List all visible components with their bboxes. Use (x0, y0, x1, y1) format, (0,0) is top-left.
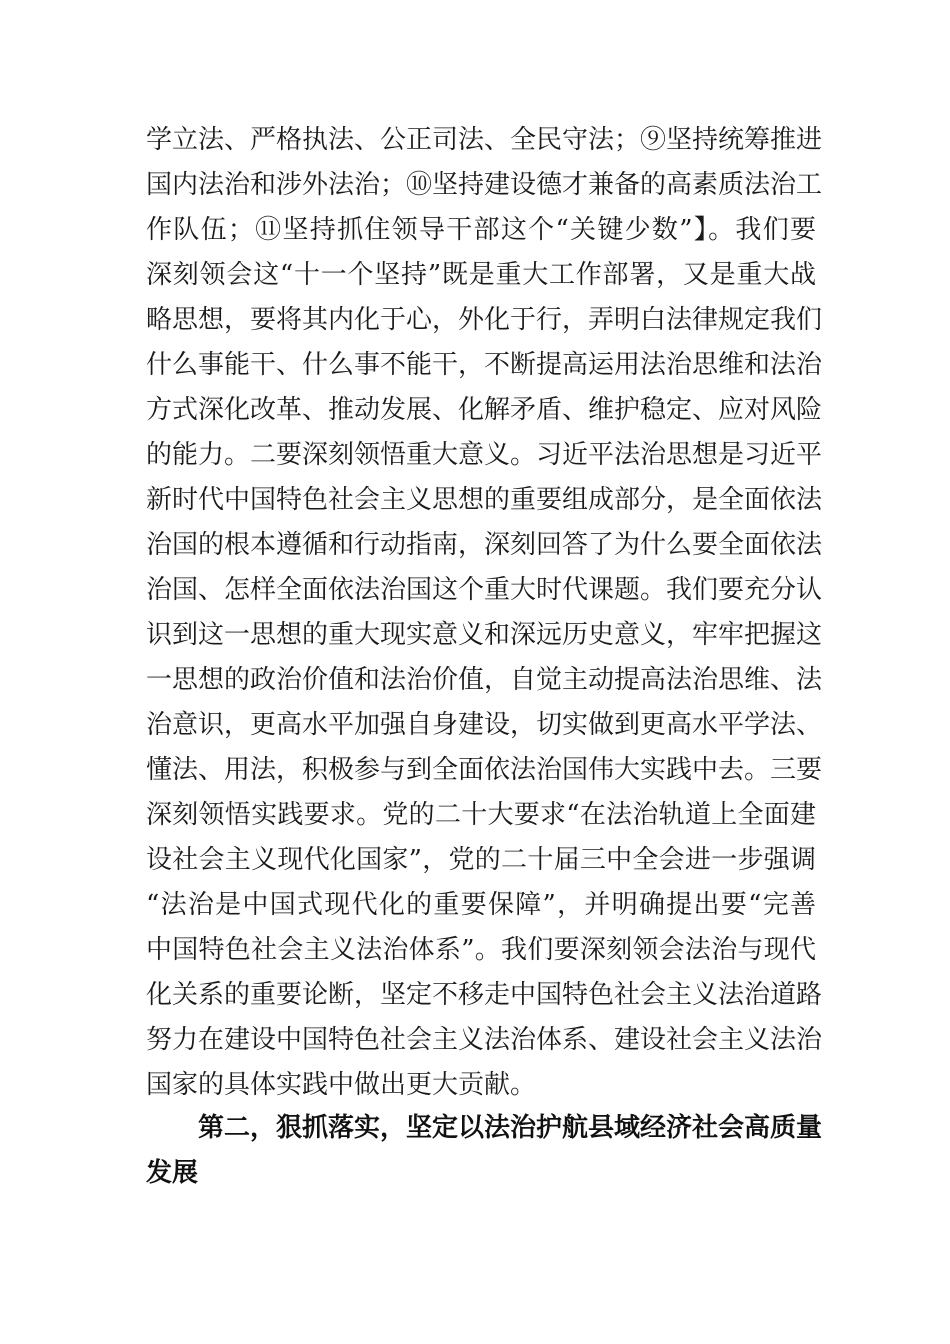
paragraph-line: 国内法治和涉外法治；⑩坚持建设德才兼备的高素质法治工 (146, 170, 823, 200)
paragraph-line: 作队伍；⑪坚持抓住领导干部这个“关键少数”】。我们要 (146, 215, 816, 245)
paragraph-line: 懂法、用法，积极参与到全面依法治国伟大实践中去。三要 (146, 755, 823, 785)
paragraph-line: 治国、怎样全面依法治国这个重大时代课题。我们要充分认 (146, 575, 823, 605)
paragraph-line: “法治是中国式现代化的重要保障”，并明确提出要“完善 (146, 890, 816, 920)
paragraph-line: 设社会主义现代化国家”，党的二十届三中全会进一步强调 (146, 845, 816, 875)
section-heading (146, 1106, 823, 1196)
paragraph-line: 识到这一思想的重大现实意义和深远历史意义，牢牢把握这 (146, 620, 823, 650)
paragraph-line: 一思想的政治价值和法治价值，自觉主动提高法治思维、法 (146, 665, 823, 695)
paragraph-line: 的能力。二要深刻领悟重大意义。习近平法治思想是习近平 (146, 440, 823, 470)
paragraph-line: 深刻领悟实践要求。党的二十大要求“在法治轨道上全面建 (146, 800, 816, 830)
paragraph-line: 中国特色社会主义法治体系”。我们要深刻领会法治与现代 (146, 935, 816, 965)
paragraph-line: 新时代中国特色社会主义思想的重要组成部分，是全面依法 (146, 485, 823, 515)
body-paragraph (146, 118, 823, 1108)
paragraph-line: 略思想，要将其内化于心，外化于行，弄明白法律规定我们 (146, 305, 823, 335)
paragraph-line: 努力在建设中国特色社会主义法治体系、建设社会主义法治 (146, 1025, 823, 1055)
section-heading-line: 发展 (146, 1158, 199, 1188)
section-heading-line: 第二，狠抓落实，坚定以法治护航县域经济社会高质量 (198, 1113, 823, 1143)
paragraph-line: 治意识，更高水平加强自身建设，切实做到更高水平学法、 (146, 710, 823, 740)
paragraph-line: 深刻领会这“十一个坚持”既是重大工作部署，又是重大战 (146, 260, 816, 290)
paragraph-line: 国家的具体实践中做出更大贡献。 (146, 1070, 537, 1100)
paragraph-line: 什么事能干、什么事不能干，不断提高运用法治思维和法治 (146, 350, 823, 380)
paragraph-line: 治国的根本遵循和行动指南，深刻回答了为什么要全面依法 (146, 530, 823, 560)
paragraph-line: 化关系的重要论断，坚定不移走中国特色社会主义法治道路 (146, 980, 823, 1010)
paragraph-line: 方式深化改革、推动发展、化解矛盾、维护稳定、应对风险 (146, 395, 823, 425)
paragraph-line: 学立法、严格执法、公正司法、全民守法；⑨坚持统筹推进 (146, 125, 823, 155)
